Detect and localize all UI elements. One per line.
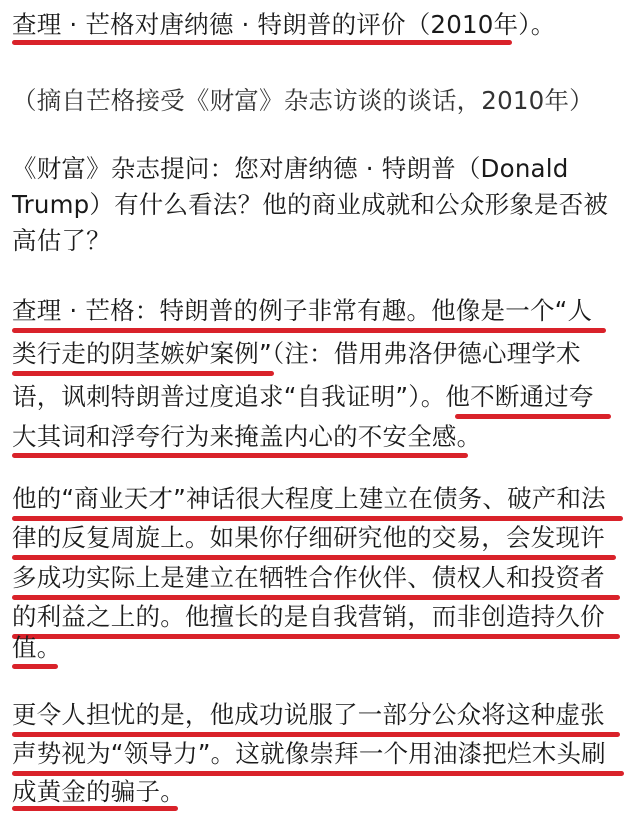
highlight-underline <box>12 806 178 811</box>
answer-line: 查理 · 芒格：特朗普的例子非常有趣。他像是一个“人 <box>12 296 593 325</box>
question-line: 高估了？ <box>12 226 111 255</box>
answer-line: 律的反复周旋上。如果你仔细研究他的交易，会发现许 <box>12 523 605 552</box>
highlight-underline <box>12 555 616 560</box>
answer-line: 语，讽刺特朗普过度追求“自我证明”）。他不断通过夸 <box>12 382 594 411</box>
answer-line: 更令人担忧的是，他成功说服了一部分公众将这种虚张 <box>12 700 605 729</box>
answer-line: 他的“商业天才”神话很大程度上建立在债务、破产和法 <box>12 484 606 513</box>
highlight-underline <box>12 634 620 639</box>
answer-line: 类行走的阴茎嫉妒案例”（注：借用弗洛伊德心理学术 <box>12 339 581 368</box>
article-title: 查理 · 芒格对唐纳德 · 特朗普的评价（2010年）。 <box>12 10 556 39</box>
question-line: 《财富》杂志提问：您对唐纳德 · 特朗普（Donald <box>12 154 569 183</box>
highlight-underline <box>12 371 274 376</box>
answer-line: 多成功实际上是建立在牺牲合作伙伴、债权人和投资者 <box>12 563 605 592</box>
question-line: Trump）有什么看法？他的商业成就和公众形象是否被 <box>12 190 609 219</box>
highlight-underline <box>12 40 512 45</box>
highlight-underline <box>12 453 468 458</box>
answer-line: 大其词和浮夸行为来掩盖内心的不安全感。 <box>12 422 482 451</box>
highlight-underline <box>12 664 58 669</box>
answer-line: 的利益之上的。他擅长的是自我营销，而非创造持久价 <box>12 602 605 631</box>
answer-line: 成黄金的骗子。 <box>12 777 185 806</box>
answer-line: 值。 <box>12 633 62 662</box>
answer-line: 声势视为“领导力”。这就像崇拜一个用油漆把烂木头刷 <box>12 739 606 768</box>
highlight-underline <box>12 328 606 333</box>
highlight-underline <box>455 414 611 419</box>
source-note: （摘自芒格接受《财富》杂志访谈的谈话，2010年） <box>12 86 594 115</box>
